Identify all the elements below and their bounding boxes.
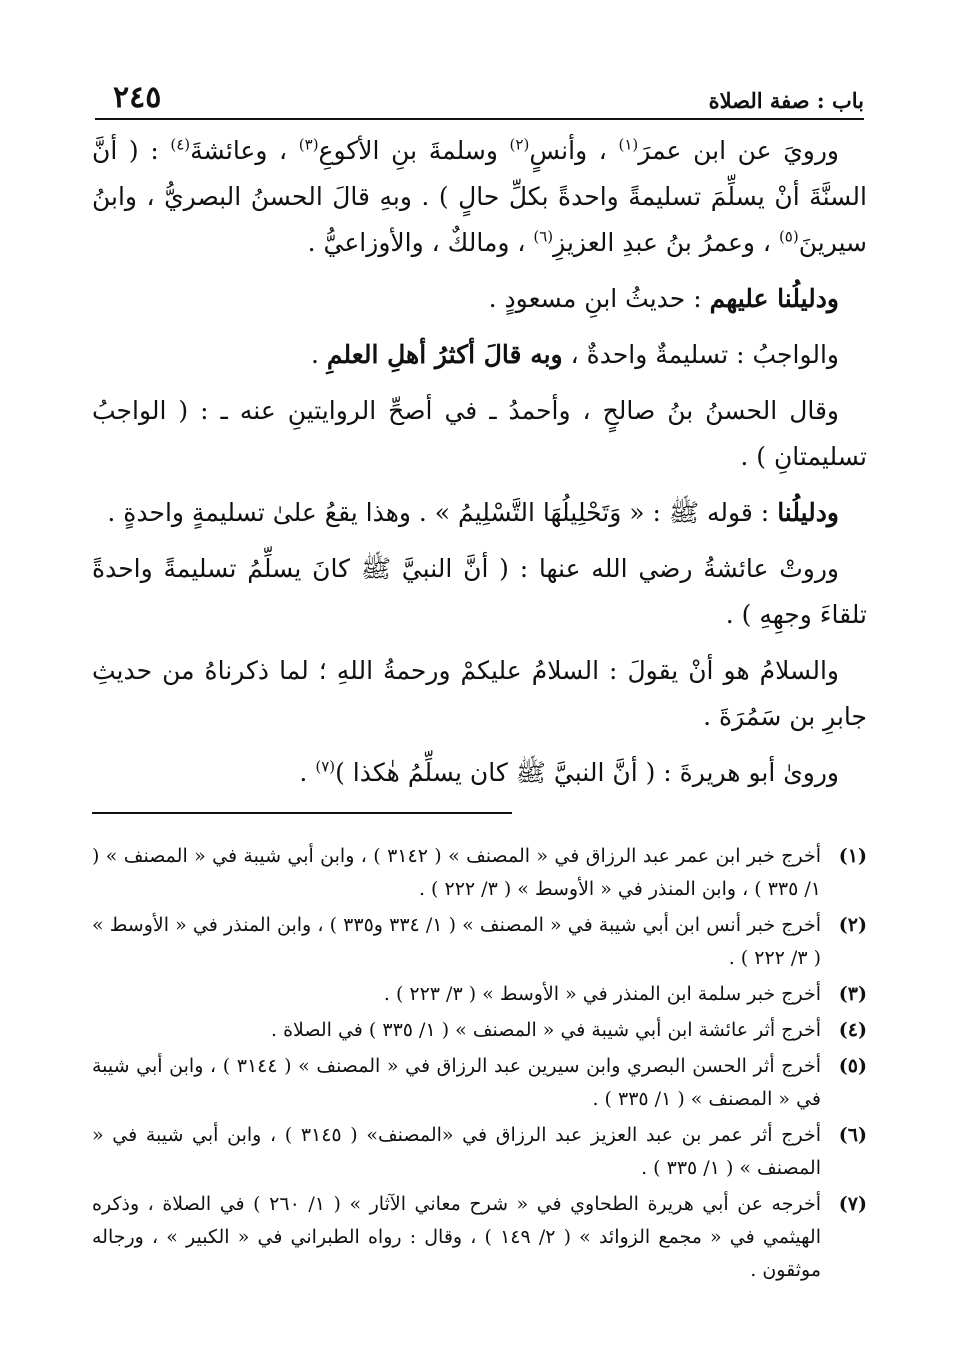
footnote-text: أخرج خبر ابن عمر عبد الرزاق في « المصنف » ( ٣١٤٢ ) ، وابن أبي شيبة في « المصنف » ( ١/ ٣٣٥ ) ، وابن المنذر في « الأوسط » ( ٣/ ٢٢٢ ) .	[92, 845, 821, 900]
chapter-title: باب : صفة الصلاة	[708, 88, 864, 113]
footnote-text: أخرج أثر عائشة ابن أبي شيبة في « المصنف » ( ١/ ٣٣٥ ) في الصلاة .	[271, 1019, 821, 1041]
text-span: .	[310, 340, 327, 369]
text-span: والواجبُ : تسليمةٌ واحدةٌ ،	[562, 340, 839, 369]
footnote-text: أخرج أثر الحسن البصري وابن سيرين عبد الرزاق في « المصنف » ( ٣١٤٤ ) ، وابن أبي شيبة في « المصنف » ( ١/ ٣٣٥ ) .	[92, 1055, 821, 1110]
text-span: والسلامُ هو أنْ يقولَ : السلامُ عليكمْ ورحمةُ اللهِ ؛ لما ذكرناهُ من حديثِ جابرِ بن سَمُرَةَ .	[92, 656, 867, 731]
paragraph-abu-hurayra	[92, 750, 867, 796]
footnote-number: (٦)	[838, 1124, 867, 1146]
footnote-text: أخرج أثر عمر بن عبد العزيز عبد الرزاق في «المصنف» ( ٣١٤٥ ) ، وابن أبي شيبة في « المصنف » ( ١/ ٣٣٥ ) .	[92, 1124, 821, 1179]
footnote-number: (٥)	[838, 1055, 867, 1077]
footnote-number: (١)	[838, 845, 867, 867]
footnote-text: أخرجه عن أبي هريرة الطحاوي في « شرح معاني الآثار » ( ١/ ٢٦٠ ) في الصلاة ، وذكره الهيثمي في « مجمع الزوائد » ( ٢/ ١٤٩ ) ، وقال : رواه الطبراني في « الكبير » ، ورجاله موثقون .	[92, 1193, 821, 1281]
text-span: وقال الحسنُ بنُ صالحٍ ، وأحمدُ ـ في أصحِّ الروايتينِ عنه ـ : ( الواجبُ تسليمتانِ ) .	[92, 396, 867, 471]
paragraph-salam	[92, 648, 867, 740]
footnote	[92, 909, 867, 975]
footnote-ref: (٤)	[170, 135, 191, 154]
footnote	[92, 1188, 867, 1287]
footnote-ref: (٣)	[298, 135, 319, 154]
paragraph-evidence	[92, 276, 867, 322]
text-span: وسلمةَ بنِ الأكوعِ	[318, 136, 510, 165]
footnote-ref: (١)	[618, 135, 639, 154]
paragraph-obligation	[92, 332, 867, 378]
footnote-ref: (٦)	[533, 227, 554, 246]
paragraph-evidence-hadith	[92, 490, 867, 536]
footnotes	[92, 840, 867, 1290]
text-span: ، وأنسٍ	[529, 136, 619, 165]
text-span: : ( أنَّ السنَّةَ أنْ يسلِّمَ تسليمةً واحدةً بكلِّ حالٍ ) . وبهِ قالَ الحسنُ البصريُّ ، وابنُ سيرينَ	[92, 136, 867, 257]
footnote	[92, 978, 867, 1011]
text-span: ، وعمرُ بنُ عبدِ العزيزِ	[553, 228, 779, 257]
footnote-ref: (٧)	[315, 757, 336, 776]
footnote-text: أخرج خبر سلمة ابن المنذر في « الأوسط » ( ٣/ ٢٢٣ ) .	[383, 983, 821, 1005]
text-span: وروىٰ أبو هريرةَ : ( أنَّ النبيَّ ﷺ كان يسلِّمُ هٰكذا )	[335, 758, 839, 787]
footnote-number: (٣)	[838, 983, 867, 1005]
text-span: ، ومالكٌ ، والأوزاعيُّ .	[307, 228, 534, 257]
page-header	[95, 78, 864, 120]
footnote	[92, 840, 867, 906]
bold-lead: ودليلُنا عليهم	[709, 284, 839, 313]
paragraph-aisha	[92, 546, 867, 638]
text-span: .	[299, 758, 316, 787]
footnote	[92, 1050, 867, 1116]
text-span: : حديثُ ابنِ مسعودٍ .	[488, 284, 710, 313]
footnote	[92, 1119, 867, 1185]
bold-text: وبه قالَ أكثرُ أهلِ العلمِ	[326, 340, 563, 369]
footnote	[92, 1014, 867, 1047]
footnote-separator	[92, 812, 512, 814]
paragraph-hasan-ahmad	[92, 388, 867, 480]
text-span: ، وعائشةَ	[190, 136, 299, 165]
footnote-ref: (٢)	[509, 135, 530, 154]
footnote-text: أخرج خبر أنس ابن أبي شيبة في « المصنف » ( ١/ ٣٣٤ و٣٣٥ ) ، وابن المنذر في « الأوسط » ( ٣/ ٢٢٢ ) .	[92, 914, 821, 969]
main-text	[92, 128, 867, 806]
text-span: وروتْ عائشةُ رضي الله عنها : ( أنَّ النبيَّ ﷺ كانَ يسلِّمُ تسليمةً واحدةً تلقاءَ وجهِهِ ) .	[92, 554, 867, 629]
footnote-number: (٧)	[838, 1193, 867, 1215]
footnote-number: (٢)	[838, 914, 867, 936]
text-span: ورويَ عن ابن عمرَ	[638, 136, 840, 165]
paragraph-narrations	[92, 128, 867, 266]
footnote-number: (٤)	[838, 1019, 867, 1041]
footnote-ref: (٥)	[778, 227, 799, 246]
text-span: : قوله ﷺ : « وَتَحْلِيلُهَا التَّسْلِيمُ » . وهذا يقعُ علىٰ تسليمةٍ واحدةٍ .	[107, 498, 778, 527]
bold-lead: ودليلُنا	[777, 498, 839, 527]
page-number: ٢٤٥	[113, 80, 162, 115]
